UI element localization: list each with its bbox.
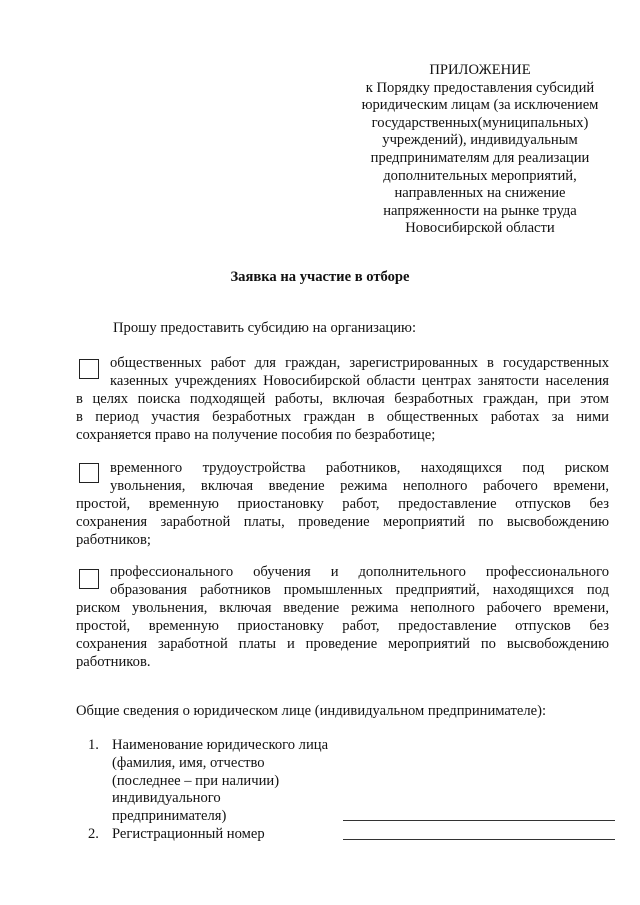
appendix-line: юридическим лицам (за исключением: [361, 97, 599, 114]
document-title: Заявка на участие в отборе: [230, 269, 410, 285]
option-line: в период участия безработных граждан в общественных работах за ними: [76, 408, 609, 425]
field-label-line: Регистрационный номер: [112, 825, 265, 842]
option-line: в целях поиска подходящей работы, включая безработных граждан, при этом: [76, 390, 609, 407]
fields-list: [88, 737, 328, 844]
appendix-line: направленных на снижение: [394, 185, 566, 202]
option-line: простой, временную приостановку работ, предоставление отпусков без: [76, 495, 609, 512]
field-label-line: предпринимателя): [112, 808, 227, 825]
option-temporary-employment: [76, 460, 609, 550]
appendix-line: напряженности на рынке труда: [383, 202, 577, 219]
option-line: общественных работ для граждан, зарегистрированных в государственных: [110, 355, 609, 371]
appendix-header: [350, 62, 610, 238]
appendix-line: учреждений), индивидуальным: [382, 132, 578, 149]
registration-number-input[interactable]: [343, 839, 615, 840]
option-line: сохранения заработной платы и проведение мероприятий по высвобождению: [76, 635, 609, 652]
field-registration-number: [88, 826, 328, 844]
appendix-line: дополнительных мероприятий,: [383, 167, 577, 184]
appendix-line: предпринимателям для реализации: [370, 149, 590, 166]
field-legal-entity-name: [88, 737, 328, 826]
field-label-line: (фамилия, имя, отчество: [112, 754, 265, 771]
option-line: работников;: [76, 531, 151, 548]
option-professional-training: [76, 564, 609, 671]
option-line: сохранения заработной платы, проведение мероприятий по высвобождению: [76, 513, 609, 530]
option-line: казенных учреждениях Новосибирской области центрах занятости населения: [110, 372, 609, 389]
option-line: риском увольнения, включая введение режима неполного рабочего времени,: [76, 599, 609, 616]
option-line: увольнения, включая введение режима неполного рабочего времени,: [110, 477, 609, 494]
appendix-line: государственных(муниципальных): [371, 114, 589, 131]
general-info-heading: Общие сведения о юридическом лице (индивидуальном предпринимателе):: [76, 703, 547, 719]
intro-text: Прошу предоставить субсидию на организацию:: [113, 320, 417, 336]
appendix-line: ПРИЛОЖЕНИЕ: [429, 62, 531, 78]
option-line: профессионального обучения и дополнительного профессионального: [110, 564, 609, 580]
legal-entity-name-input[interactable]: [343, 820, 615, 821]
field-label-line: индивидуального: [112, 790, 221, 807]
appendix-line: Новосибирской области: [405, 220, 555, 237]
option-line: простой, временную приостановку работ, предоставление отпусков без: [76, 617, 609, 634]
option-line: временного трудоустройства работников, находящихся под риском: [110, 460, 609, 476]
option-line: работников.: [76, 653, 151, 670]
field-number: 1.: [88, 737, 99, 753]
field-label-line: (последнее – при наличии): [112, 772, 280, 789]
option-line: образования работников промышленных предприятий, находящихся под: [110, 581, 609, 598]
option-temporary-employment-checkbox[interactable]: [79, 463, 99, 483]
field-label-line: Наименование юридического лица: [112, 737, 329, 753]
option-public-works-checkbox[interactable]: [79, 359, 99, 379]
option-professional-training-checkbox[interactable]: [79, 569, 99, 589]
option-line: сохраняется право на получение пособия по безработице;: [76, 426, 436, 443]
option-public-works: [76, 355, 609, 445]
field-number: 2.: [88, 825, 99, 842]
appendix-line: к Порядку предоставления субсидий: [365, 79, 595, 96]
